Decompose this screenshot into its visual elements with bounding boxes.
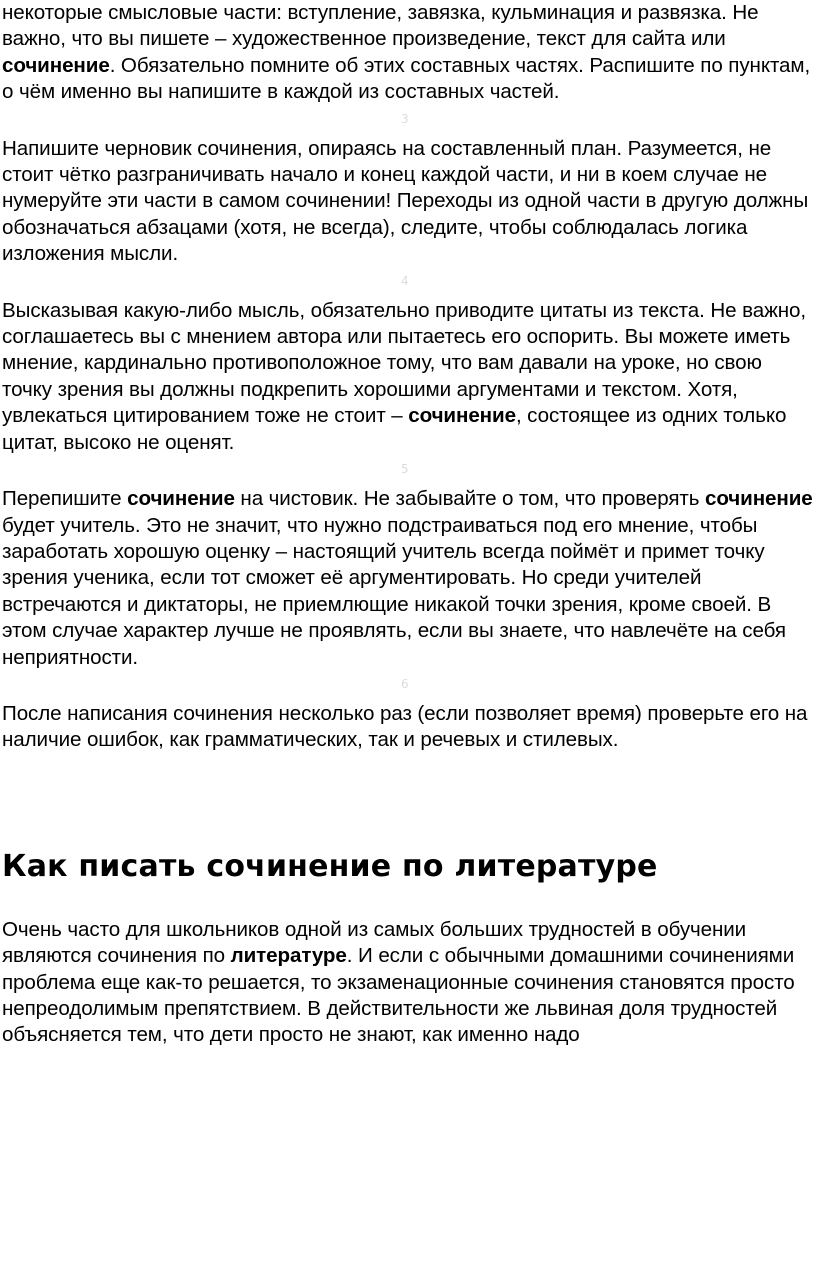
text-run: Перепишите bbox=[2, 487, 128, 511]
paragraph-quotes bbox=[2, 298, 816, 456]
spacer bbox=[2, 887, 816, 917]
text-run: . Обязательно помните об этих составных частях. Распишите по пунктам, о чём именно вы напишите в каждой из составных частей. bbox=[2, 53, 811, 104]
text-run: Высказывая какую-либо мысль, обязательно приводите цитаты из текста. Не важно, соглашаетесь вы с мнением автора или пытаетесь его оспорить. Вы можете иметь мнение, кардинально противоположное тому, что вам давали на уроке, но свою точку зрения вы должны подкрепить хорошими аргументами и текстом. Хотя, увлекаться цитированием тоже не стоит – bbox=[2, 298, 807, 428]
text-run: на чистовик. Не забывайте о том, что проверять bbox=[234, 487, 705, 511]
bold-keyword: литературе bbox=[230, 944, 347, 968]
bold-keyword: сочинение bbox=[704, 487, 813, 511]
bold-keyword: сочинение bbox=[408, 404, 516, 428]
step-number: 6 bbox=[401, 676, 409, 691]
step-marker bbox=[2, 106, 816, 136]
paragraph-composition-parts bbox=[2, 0, 816, 106]
step-number: 5 bbox=[401, 462, 409, 477]
text-run: , состоящее из одних только цитат, высоко не оценят. bbox=[2, 404, 787, 454]
paragraph-proofread: После написания сочинения несколько раз (если позволяет время) проверьте его на наличие ошибок, как грамматических, так и речевых и стилевых. bbox=[2, 701, 808, 752]
section-heading: Как писать сочинение по литературе bbox=[2, 848, 658, 884]
bold-keyword: сочинение bbox=[2, 53, 110, 77]
paragraph-draft: Напишите черновик сочинения, опираясь на составленный план. Разумеется, не стоит чётко разграничивать начало и конец каждой части, и ни в коем случае не нумеруйте эти части в самом сочинении! Переходы из одной части в другую должны обозначаться абзацами (хотя, не всегда), следите, чтобы соблюдалась логика изложения мысли. bbox=[2, 136, 809, 266]
step-marker bbox=[2, 456, 816, 486]
spacer bbox=[2, 754, 816, 847]
step-marker bbox=[2, 268, 816, 298]
bold-keyword: сочинение bbox=[127, 487, 235, 511]
paragraph-rewrite bbox=[2, 486, 816, 671]
step-number: 3 bbox=[401, 111, 409, 126]
text-run: . И если с обычными домашними сочинениями проблема еще как-то решается, то экзаменационные сочинения становятся просто непреодолимым препятствием. В действительности же львиная доля трудностей объясняется тем, что дети просто не знают, как именно надо bbox=[2, 944, 795, 1047]
text-run: будет учитель. Это не значит, что нужно подстраиваться под его мнение, чтобы заработать хорошую оценку – настоящий учитель всегда поймёт и примет точку зрения ученика, если тот сможет её аргументировать. Но среди учителей встречаются и диктаторы, не приемлющие никакой точки зрения, кроме своей. В этом случае характер лучше не проявлять, если вы знаете, что навлечёте на себя неприятности. bbox=[2, 513, 786, 669]
paragraph-literature-intro bbox=[2, 917, 816, 1049]
text-run: Очень часто для школьников одной из самых больших трудностей в обучении являются сочинения по bbox=[2, 917, 747, 968]
text-run: некоторые смысловые части: вступление, завязка, кульминация и развязка. Не важно, что вы пишете – художественное произведение, текст для сайта или bbox=[2, 1, 759, 51]
step-marker bbox=[2, 671, 816, 701]
step-number: 4 bbox=[401, 273, 409, 288]
